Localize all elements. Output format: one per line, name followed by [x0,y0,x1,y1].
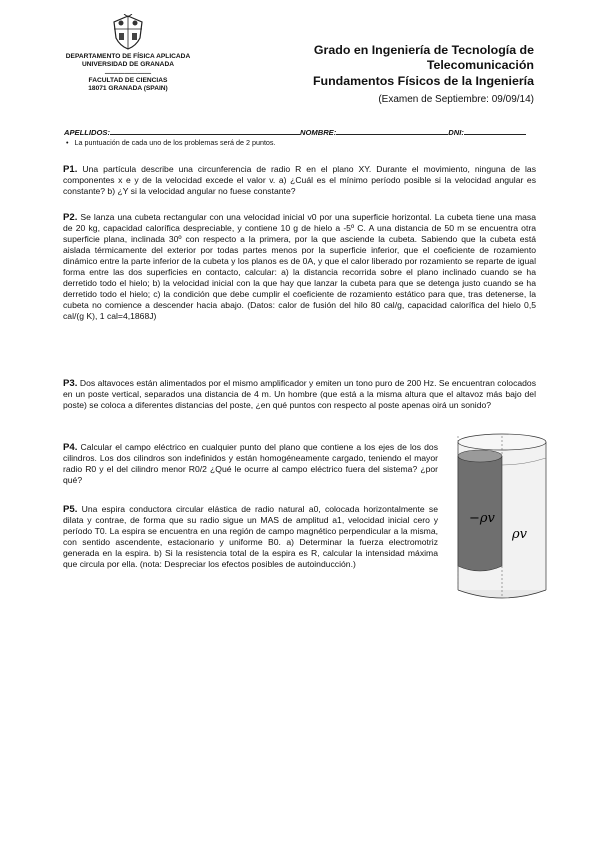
department-line: ——————— [104,69,152,77]
department-line: DEPARTAMENTO DE FÍSICA APLICADA [65,53,191,60]
problem-text: Se lanza una cubeta rectangular con una velocidad inicial v0 por una superficie horizontal. La cubeta tiene una masa de 20 kg, capacidad calorífica despreciable, y contiene 10 g de hielo a -5º C. A una distancia de 50 m se encuentra otra superficie plana, inclinada 30º con respecto a la primera, por la que asciende la cubeta. Sabiendo que la cubeta está aislada térmicamente del exterior por todas partes menos por la superficie inferior, que el coeficiente de rozamiento dinámico entre la parte inferior de la cubeta y los planos es de 0A, y que el calor liberado por rozamiento se reparte de igual forma entre las dos superficies en contacto, calcular: a) la distancia recorrida sobre el plano inclinado cuando se ha derretido todo el hielo; b) la velocidad inicial con la que hay que lanzar la cubeta para que se detenga justo cuando se ha derretido todo el hielo; c) la condición que debe cumplir el coeficiente de rozamiento estático para que, tras detenerse, la cubeta no comience a descender hacia abajo. (Datos: calor de fusión del hilo 80 cal/g, capacidad calorífica del hielo 0,5 cal/(g K), 1 cal=4,1868J) [63,212,537,322]
problem-text: Una partícula describe una circunferencia de radio R en el plano XY. Durante el movimiento, ninguna de las componentes x e y de la velocidad excede el valor v. a) ¿Cuál es el mínimo período posible si la velocidad angular es constante? b) ¿Y si la velocidad angular no fuese constante? [63,164,536,197]
problem-4 [63,442,438,486]
problem-text: Calcular el campo eléctrico en cualquier punto del plano que contiene a los ejes de los dos cilindros. Los dos cilindros son indefinidos y están homogéneamente cargado, teniendo el mayor radio R0 y el del cilindro menor R0/2 ¿Qué le ocurre al campo eléctrico fuera del sistema? ¿por qué? [63,442,438,486]
department-line: UNIVERSIDAD DE GRANADA [82,61,174,69]
dni-label: DNI: [448,128,464,137]
problem-label: P5. [63,504,78,515]
problem-label: P1. [63,164,78,175]
problem-1 [63,164,536,197]
department-line: 18071 GRANADA (SPAIN) [88,85,168,93]
dni-field[interactable] [464,126,526,135]
nombre-label: NOMBRE: [300,128,337,137]
problem-label: P3. [63,378,78,389]
nombre-field[interactable] [336,126,448,135]
degree-line: Telecomunicación [426,57,534,72]
problem-label: P4. [63,442,78,453]
apellidos-label: APELLIDOS: [64,128,110,137]
scoring-note: • La puntuación de cada uno de los problemas será de 2 puntos. [66,138,276,147]
label-positive-rho: ρv [512,527,527,542]
department-line: FACULTAD DE CIENCIAS [88,76,168,84]
problem-3 [63,378,536,411]
apellidos-field[interactable] [110,126,300,135]
problem-text: Una espira conductora circular elástica de radio natural a0, colocada horizontalmente se dilata y contrae, de forma que su radio sigue un MAS de amplitud a1, velocidad inicial cero y período T0. La espira se encuentra en una región de campo magnético perpendicular a la misma, con sentido ascendente, estacionario y uniforme B0. a) Determinar la fuerza electromotriz generada en la espira. b) Si la resistencia total de la espira es R, calcular la intensidad máxima que circula por ella. (nota: Despreciar los efectos posibles de autoinducción.) [63,504,438,570]
university-crest-icon [110,14,146,50]
problem-text: Dos altavoces están alimentados por el mismo amplificador y emiten un tono puro de 200 Hz. Se encuentran colocados en un poste vertical, separados una distancia de 4 m. Un hombre (que está a la misma altura que el altavoz más bajo del poste) se coloca a diferentes distancias del poste, ¿en qué puntos con respecto al poste apenas oirá un sonido? [63,378,537,411]
problem-label: P2. [63,212,78,223]
degree-line: Grado en Ingeniería de Tecnología de [313,43,534,57]
student-fields [64,126,526,137]
course-title: Fundamentos Físicos de la Ingeniería [312,74,534,89]
degree-title [313,43,534,89]
problem-2 [63,212,536,322]
exam-date: (Examen de Septiembre: 09/09/14) [378,94,534,105]
problem-5 [63,504,438,570]
label-negative-rho: −ρv [469,511,495,526]
department-block [40,53,216,94]
cylinders-figure [452,430,552,602]
